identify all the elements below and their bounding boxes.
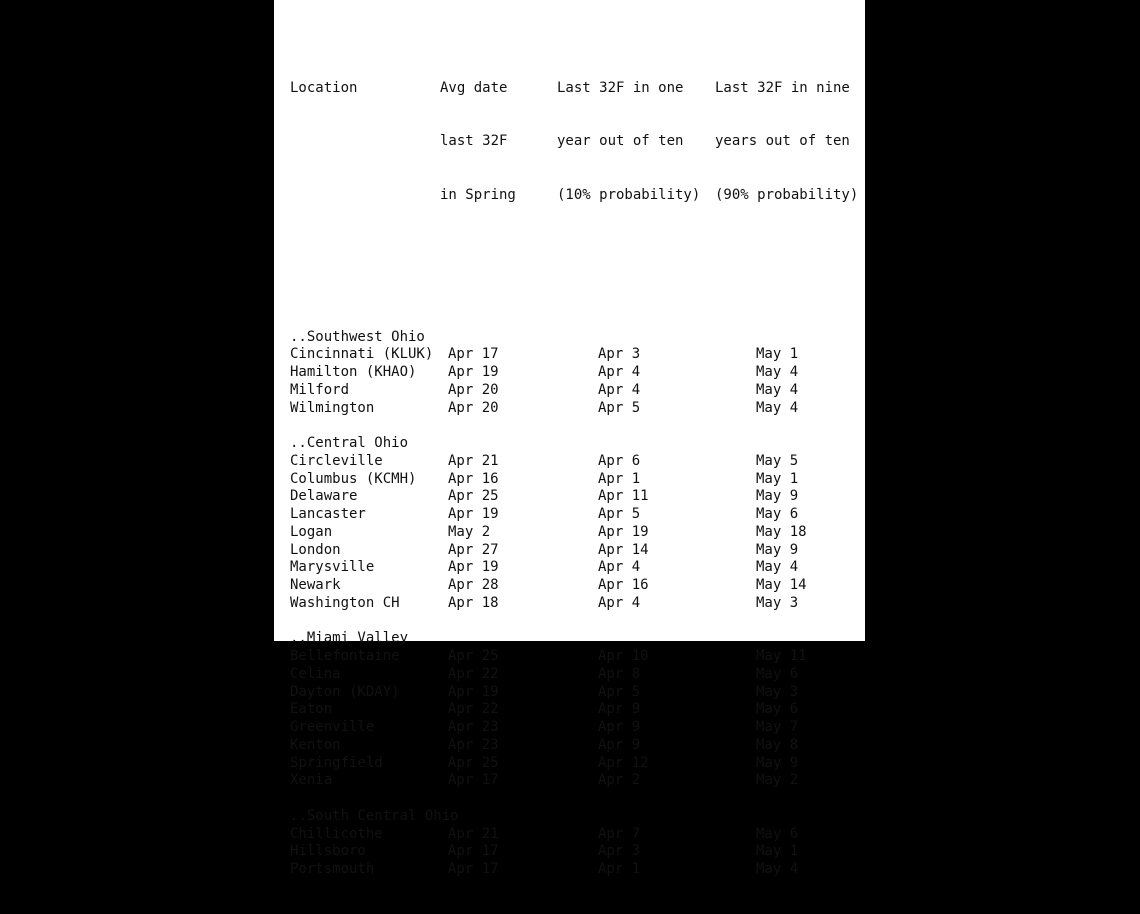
location-cell: Kenton	[290, 736, 341, 753]
region-group	[290, 630, 807, 808]
ten-percent-cell: Apr 4	[598, 381, 641, 398]
header-avg-line2: last 32F	[440, 133, 508, 150]
ninety-percent-cell: May 9	[756, 541, 799, 558]
location-cell: Delaware	[290, 488, 358, 505]
avg-date-cell: Apr 22	[448, 665, 499, 682]
header-row	[290, 133, 850, 151]
avg-date-cell: Apr 20	[448, 381, 499, 398]
table-row	[290, 772, 799, 790]
avg-date-cell: Apr 25	[448, 754, 499, 771]
ninety-percent-cell: May 4	[756, 381, 799, 398]
avg-date-cell: Apr 19	[448, 683, 499, 700]
header-p90-line2: years out of ten	[715, 133, 850, 150]
table-row	[290, 825, 799, 844]
table-row	[290, 381, 799, 400]
table-row	[290, 665, 799, 684]
header-p90-line3: (90% probability)	[715, 186, 859, 203]
table-row	[290, 470, 799, 489]
ninety-percent-cell: May 6	[756, 506, 799, 522]
avg-date-cell: Apr 18	[448, 594, 499, 611]
table-row	[290, 736, 799, 755]
table-row	[290, 754, 799, 773]
avg-date-cell: Apr 23	[448, 719, 499, 735]
ten-percent-cell: Apr 4	[598, 364, 641, 380]
location-cell: Bellefontaine	[290, 648, 400, 664]
table-row	[290, 683, 799, 702]
ninety-percent-cell: May 18	[756, 523, 807, 540]
location-cell: Greenville	[290, 719, 375, 735]
ten-percent-cell: Apr 5	[598, 399, 641, 416]
location-cell: Logan	[290, 523, 333, 540]
avg-date-cell: Apr 22	[448, 701, 499, 718]
location-cell: Cincinnati (KLUK)	[290, 346, 434, 363]
ten-percent-cell: Apr 14	[598, 541, 649, 558]
ninety-percent-cell: May 4	[756, 559, 799, 576]
location-cell: Circleville	[290, 452, 383, 469]
avg-date-cell: Apr 21	[448, 825, 499, 842]
ninety-percent-cell: May 1	[756, 346, 799, 363]
avg-date-cell: Apr 21	[448, 452, 499, 469]
location-cell: Marysville	[290, 559, 375, 576]
avg-date-cell: May 2	[448, 523, 491, 540]
region-title: ..Central Ohio	[290, 435, 409, 451]
ninety-percent-cell: May 4	[756, 861, 799, 877]
ten-percent-cell: Apr 9	[598, 719, 641, 735]
ten-percent-cell: Apr 9	[598, 736, 641, 753]
location-cell: Columbus (KCMH)	[290, 470, 417, 487]
ten-percent-cell: Apr 1	[598, 861, 641, 877]
location-cell: Wilmington	[290, 399, 375, 416]
table-row	[290, 488, 799, 506]
avg-date-cell: Apr 28	[448, 577, 499, 593]
ten-percent-cell: Apr 5	[598, 683, 641, 700]
ninety-percent-cell: May 3	[756, 594, 799, 611]
header-p10-line1: Last 32F in one	[557, 80, 684, 96]
ten-percent-cell: Apr 7	[598, 825, 641, 842]
header-avg-line3: in Spring	[440, 186, 516, 203]
header-row	[290, 80, 850, 98]
region-title: ..South Central Ohio	[290, 807, 459, 824]
ninety-percent-cell: May 5	[756, 452, 799, 469]
ten-percent-cell: Apr 16	[598, 577, 649, 593]
ten-percent-cell: Apr 1	[598, 470, 641, 487]
header-p10-line3: (10% probability)	[557, 186, 701, 203]
location-cell: Chillicothe	[290, 825, 383, 842]
ninety-percent-cell: May 8	[756, 736, 799, 753]
ninety-percent-cell: May 6	[756, 665, 799, 682]
ten-percent-cell: Apr 3	[598, 843, 641, 860]
avg-date-cell: Apr 20	[448, 399, 499, 416]
table-row	[290, 577, 807, 595]
header-p10-line2: year out of ten	[557, 133, 684, 150]
region-group	[290, 328, 799, 436]
ten-percent-cell: Apr 9	[598, 701, 641, 718]
ninety-percent-cell: May 4	[756, 364, 799, 380]
location-cell: Springfield	[290, 754, 383, 771]
table-row	[290, 399, 799, 418]
ninety-percent-cell: May 6	[756, 825, 799, 842]
table-body	[290, 328, 807, 879]
avg-date-cell: Apr 19	[448, 559, 499, 576]
ten-percent-cell: Apr 4	[598, 594, 641, 611]
table-row	[290, 648, 807, 666]
header-p90-line1: Last 32F in nine	[715, 80, 850, 96]
location-cell: Newark	[290, 577, 341, 593]
region-title: ..Southwest Ohio	[290, 328, 425, 345]
table-row	[290, 843, 799, 861]
location-cell: Eaton	[290, 701, 333, 718]
location-cell: Portsmouth	[290, 861, 375, 877]
ninety-percent-cell: May 6	[756, 701, 799, 718]
avg-date-cell: Apr 17	[448, 843, 499, 860]
ninety-percent-cell: May 14	[756, 577, 807, 593]
table-row	[290, 452, 799, 471]
avg-date-cell: Apr 17	[448, 772, 499, 789]
ten-percent-cell: Apr 12	[598, 754, 649, 771]
ten-percent-cell: Apr 19	[598, 523, 649, 540]
location-cell: Dayton (KDAY)	[290, 683, 400, 700]
ninety-percent-cell: May 2	[756, 772, 799, 789]
table-row	[290, 861, 799, 879]
avg-date-cell: Apr 25	[448, 648, 499, 664]
avg-date-cell: Apr 17	[448, 861, 499, 877]
avg-date-cell: Apr 27	[448, 541, 499, 558]
avg-date-cell: Apr 25	[448, 488, 499, 505]
ninety-percent-cell: May 7	[756, 719, 799, 735]
table-row	[290, 541, 799, 560]
avg-date-cell: Apr 23	[448, 736, 499, 753]
ninety-percent-cell: May 1	[756, 843, 799, 860]
ninety-percent-cell: May 9	[756, 488, 799, 505]
location-cell: Lancaster	[290, 506, 366, 522]
ten-percent-cell: Apr 10	[598, 648, 649, 664]
table-row	[290, 594, 799, 613]
avg-date-cell: Apr 19	[448, 364, 499, 380]
ninety-percent-cell: May 9	[756, 754, 799, 771]
location-cell: Milford	[290, 381, 350, 398]
location-cell: Hamilton (KHAO)	[290, 364, 417, 380]
table-row	[290, 701, 799, 719]
table-row	[290, 719, 799, 737]
table-row	[290, 523, 807, 542]
location-cell: Hillsboro	[290, 843, 366, 860]
avg-date-cell: Apr 16	[448, 470, 499, 487]
ten-percent-cell: Apr 5	[598, 506, 641, 522]
table-row	[290, 506, 799, 524]
header-avg-line1: Avg date	[440, 80, 508, 96]
table-row	[290, 559, 799, 577]
avg-date-cell: Apr 19	[448, 506, 499, 522]
region-group	[290, 807, 799, 879]
ten-percent-cell: Apr 6	[598, 452, 641, 469]
document-page	[274, 0, 865, 877]
table-header	[290, 45, 859, 240]
location-cell: London	[290, 541, 341, 558]
ten-percent-cell: Apr 8	[598, 665, 641, 682]
table-row	[290, 346, 799, 364]
table-row	[290, 364, 799, 382]
ninety-percent-cell: May 3	[756, 683, 799, 700]
header-location: Location	[290, 80, 358, 96]
ten-percent-cell: Apr 4	[598, 559, 641, 576]
ninety-percent-cell: May 1	[756, 470, 799, 487]
ten-percent-cell: Apr 3	[598, 346, 641, 363]
ten-percent-cell: Apr 11	[598, 488, 649, 505]
location-cell: Washington CH	[290, 594, 400, 611]
header-row	[290, 186, 859, 205]
region-group	[290, 435, 807, 630]
avg-date-cell: Apr 17	[448, 346, 499, 363]
ninety-percent-cell: May 4	[756, 399, 799, 416]
location-cell: Celina	[290, 665, 341, 682]
region-title: ..Miami Valley	[290, 630, 409, 647]
location-cell: Xenia	[290, 772, 333, 789]
ninety-percent-cell: May 11	[756, 648, 807, 664]
ten-percent-cell: Apr 2	[598, 772, 641, 789]
frost-date-table	[290, 9, 859, 914]
